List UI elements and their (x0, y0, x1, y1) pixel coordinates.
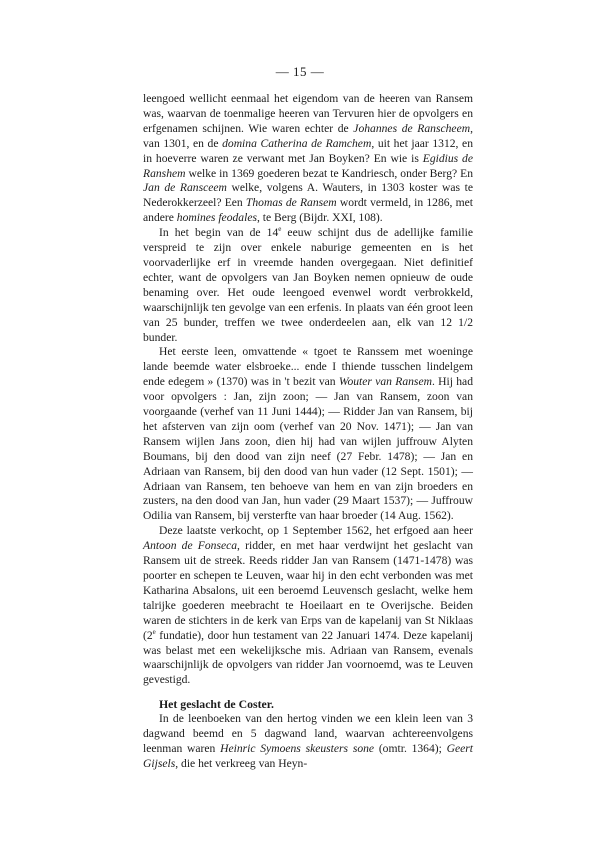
closing-paragraph: In de leenboeken van den hertog vinden we een klein leen van 3 dagwand beemd en 5 dagwand land, waarvan achtereenvolgens leenman waren Heinric Symoens skeusters sone (omtr. 1364); Geert Gijsels, die het verkreeg van Heyn- (143, 712, 474, 770)
italic-run: homines feodales (176, 211, 257, 225)
page-number: — 15 — (275, 64, 325, 79)
paragraph: In het begin van de 14e eeuw schijnt dus de adellijke familie verspreid te zijn over enkele naburige gemeenten en is het voorvaderlijke erf in vreemde handen overgegaan. Niet definitief echter, want de opvolgers van Jan Boyken nemen opnieuw de oude benaming over. Het oude leengoed evenwel wordt verbrokkeld, waarschijnlijk ten gevolge van een erfenis. In plaats van één groot leen van 25 bunder, treffen we twee onderdeelen aan, elk van 12 1/2 bunder. (143, 225, 473, 344)
body-text (143, 92, 473, 772)
superscript-run: e (152, 627, 156, 636)
section-gap (143, 688, 473, 697)
paragraph: leengoed wellicht eenmaal het eigendom van de heeren van Ransem was, waarvan de toenmalige heeren van Tervuren hier de opvolgers en erfgenamen schijnen. Wie waren echter de Johannes de Ranscheem, van 1301, en de domina Catherina de Ramchem, uit het jaar 1312, en in hoeverre waren ze verwant met Jan Boyken? En wie is Egidius de Ranshem welke in 1369 goederen bezat te Kandriesch, onder Berg? En Jan de Ransceem welke, volgens A. Wauters, in 1303 koster was te Nederokkerzeel? Een Thomas de Ransem wordt vermeld, in 1286, met andere homines feodales, te Berg (Bijdr. XXI, 108). (143, 92, 474, 225)
italic-run: Heinric Symoens skeusters sone (220, 741, 375, 755)
italic-run: Jan de Ransceem (143, 181, 227, 195)
superscript-run: e (278, 225, 282, 234)
italic-run: domina Catherina de Ramchem (222, 136, 372, 150)
italic-run: Egidius de Ranshem (143, 151, 473, 180)
section-heading: Het geslacht de Coster. (159, 697, 274, 712)
italic-run: Wouter van Ransem (338, 375, 432, 389)
paragraph: Het eerste leen, omvattende « tgoet te Ranssem met woeninge lande beemde water elsbroeke... ende I thiende tusschen lindelgem ende edegem » (1370) was in 't bezit van Wouter van Ransem. Hij had voor opvolgers : Jan, zijn zoon; — Jan van Ransem, zoon van voorgaande (verhef van 11 Juni 1444); — Ridder Jan van Ransem, bij het afsterven van zijn oom (verhef van 20 Nov. 1471); — Jan van Ransem wijlen Jans zoon, dien hij had van wijlen juffrouw Alyten Boumans, bij den dood van zijn neef (27 Febr. 1478); — Jan en Adriaan van Ransem, bij den dood van hun vader (12 Sept. 1501); — Adriaan van Ransem, ten behoeve van hem en van zijn broeders en zusters, na den dood van Jan, hun vader (29 Maart 1537); — Juffrouw Odilia van Ransem, bij versterfte van haar broeder (14 Aug. 1562). (143, 345, 473, 523)
italic-run: Johannes de Ranscheem (353, 121, 471, 135)
italic-run: Thomas de Ransem (245, 196, 337, 210)
closing-container (143, 712, 473, 772)
italic-run: Geert Gijsels (143, 741, 474, 770)
paragraphs-container (143, 92, 473, 688)
italic-run: Antoon de Fonseca (143, 539, 238, 553)
paragraph: Deze laatste verkocht, op 1 September 1562, het erfgoed aan heer Antoon de Fonseca, ridder, en met haar verdwijnt het geslacht van Ransem uit de streek. Reeds ridder Jan van Ransem (1471-1478) was poorter en schepen te Leuven, waar hij in den echt verbonden was met Katharina Absalons, uit een beroemd Leuvensch geslacht, welke hem talrijke goederen meebracht te Hoeilaart en te Overijsche. Beiden waren de stichters in de kerk van Erps van de kapelanij van St Niklaas (2e fundatie), door hun testament van 22 Januari 1474. Deze kapelanij was belast met een wekelijksche mis. Adriaan van Ransem, evenals waarschijnlijk de opvolgers van ridder Jan voornoemd, was te Leuven gevestigd. (143, 524, 473, 687)
